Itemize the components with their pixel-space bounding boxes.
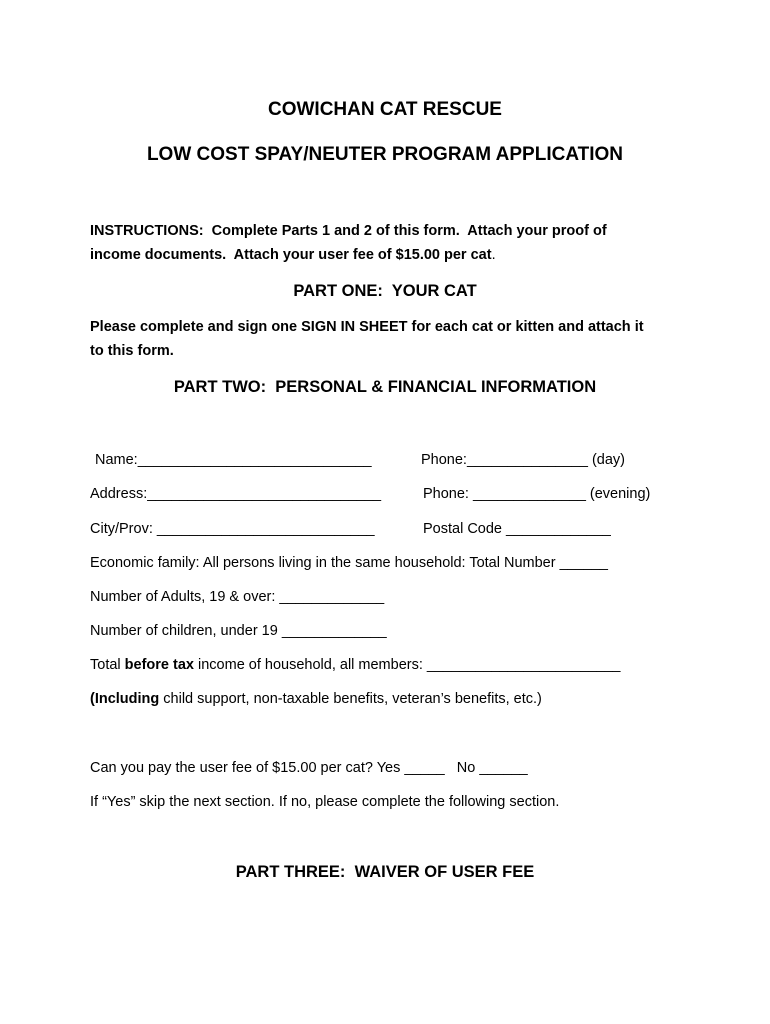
income-note: [90, 690, 542, 708]
economic-family-field[interactable]: Economic family: All persons living in the same household: Total Number ______: [90, 555, 608, 571]
part-one-line-2: to this form.: [90, 343, 174, 359]
address-field[interactable]: Address:_____________________________: [90, 486, 382, 502]
part-one-line-1: Please complete and sign one SIGN IN SHEET for each cat or kitten and attach it: [90, 319, 644, 335]
pay-fee-question[interactable]: Can you pay the user fee of $15.00 per cat? Yes _____ No ______: [90, 760, 528, 776]
form-title: COWICHAN CAT RESCUE: [268, 99, 502, 120]
income-prefix: Total: [90, 657, 125, 673]
income-before-tax: before tax: [124, 657, 194, 673]
phone-evening-field[interactable]: Phone: ______________ (evening): [423, 486, 651, 502]
form-subtitle: LOW COST SPAY/NEUTER PROGRAM APPLICATION: [146, 144, 624, 165]
part-one-heading: PART ONE: YOUR CAT: [293, 282, 477, 300]
children-count-field[interactable]: Number of children, under 19 _____________: [90, 623, 387, 639]
part-three-heading: PART THREE: WAIVER OF USER FEE: [235, 863, 535, 881]
instructions-line-1: INSTRUCTIONS: Complete Parts 1 and 2 of this form. Attach your proof of: [90, 223, 607, 239]
instructions-line-2-period: .: [491, 247, 496, 263]
name-field[interactable]: Name:_____________________________: [95, 452, 372, 468]
postal-code-field[interactable]: Postal Code _____________: [423, 521, 611, 537]
phone-day-field[interactable]: Phone:_______________ (day): [421, 452, 625, 468]
adults-count-field[interactable]: Number of Adults, 19 & over: _____________: [90, 589, 385, 605]
part-two-heading: PART TWO: PERSONAL & FINANCIAL INFORMATION: [173, 378, 597, 396]
including-rest: child support, non-taxable benefits, veteran’s benefits, etc.): [159, 691, 542, 707]
household-income-field[interactable]: [90, 656, 620, 674]
including-label: (Including: [90, 691, 160, 707]
instructions-line-2: [90, 246, 496, 264]
city-prov-field[interactable]: City/Prov: ___________________________: [90, 521, 375, 537]
skip-instruction: If “Yes” skip the next section. If no, please complete the following section.: [90, 794, 560, 810]
income-suffix: income of household, all members: ________________________: [193, 657, 621, 673]
instructions-line-2-text: income documents. Attach your user fee of $15.00 per cat: [90, 247, 492, 263]
